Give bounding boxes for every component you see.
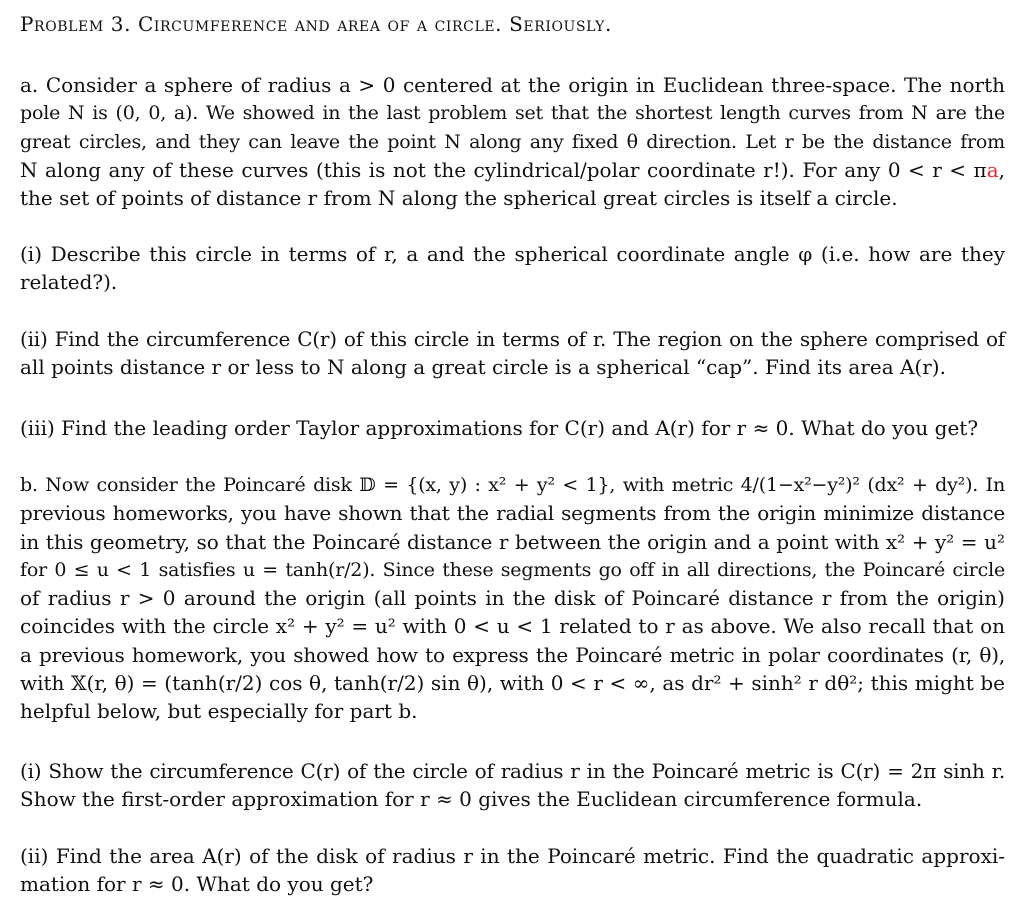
part-a-ii-line-2: all points distance r or less to N along a great circle is a spherical “cap”. Find its area A(r). [20, 355, 946, 380]
part-a-i-line-2: related?). [20, 270, 118, 295]
part-a-line-1: a. Consider a sphere of radius a > 0 centered at the origin in Euclidean three-space. The north [20, 73, 1005, 97]
part-b-i-line-2: Show the first-order approximation for r ≈ 0 gives the Euclidean circumference formula. [20, 787, 923, 812]
part-a-line-3: great circles, and they can leave the point N along any fixed θ direction. Let r be the distance from [20, 130, 1005, 153]
part-b-line-4: for 0 ≤ u < 1 satisfies u = tanh(r/2). Since these segments go off in all directions, the Poincaré circle [20, 558, 1005, 581]
part-b-line-8: with 𝕏(r, θ) = (tanh(r/2) cos θ, tanh(r/2) sin θ), with 0 < r < ∞, as dr² + sinh² r dθ²; this might be [20, 671, 1005, 696]
part-b-line-2: previous homeworks, you have shown that the radial segments from the origin minimize distance [20, 501, 1005, 526]
part-b-i-line-1: (i) Show the circumference C(r) of the circle of radius r in the Poincaré metric is C(r) = 2π sinh r. [20, 759, 1005, 783]
part-a-iii-paragraph [20, 414, 1005, 442]
problem-title: Problem 3. Circumference and area of a circle. Seriously. [20, 12, 612, 36]
part-a-line-5: the set of points of distance r from N along the spherical great circles is itself a circle. [20, 186, 898, 211]
highlighted-radius-a: a [986, 157, 999, 182]
part-b-ii-paragraph [20, 842, 1005, 899]
part-b-line-1: b. Now consider the Poincaré disk 𝔻 = {(x, y) : x² + y² < 1}, with metric 4/(1−x²−y²)² (dx² + dy²). In [20, 474, 1005, 496]
part-a-line-4 [20, 156, 1005, 184]
part-b-paragraph [20, 471, 1005, 726]
part-a-ii-paragraph [20, 325, 1005, 382]
part-a-iii-line-1: (iii) Find the leading order Taylor approximations for C(r) and A(r) for r ≈ 0. What do you get? [20, 416, 979, 440]
part-b-ii-line-2: mation for r ≈ 0. What do you get? [20, 872, 374, 897]
part-a-line-4-text: N along any of these curves (this is not the cylindrical/polar coordinate r!). For any 0 < r < π [20, 157, 987, 182]
part-b-line-3: in this geometry, so that the Poincaré distance r between the origin and a point with x² + y² = u² [20, 529, 1005, 554]
part-a-i-paragraph [20, 240, 1005, 297]
part-a-line-2: pole N is (0, 0, a). We showed in the last problem set that the shortest length curves from N are the [20, 102, 1005, 125]
part-b-line-9: helpful below, but especially for part b. [20, 699, 418, 724]
part-b-line-6: coincides with the circle x² + y² = u² with 0 < u < 1 related to r as above. We also recall that on [20, 614, 1005, 639]
part-a-i-line-1: (i) Describe this circle in terms of r, a and the spherical coordinate angle φ (i.e. how are they [20, 242, 1005, 266]
part-a-line-4-tail: , [998, 157, 1005, 182]
part-b-line-5: of radius r > 0 around the origin (all points in the disk of Poincaré distance r from the origin) [20, 586, 1005, 611]
part-a-ii-line-1: (ii) Find the circumference C(r) of this circle in terms of r. The region on the sphere comprised of [20, 327, 1005, 351]
part-b-i-paragraph [20, 757, 1005, 814]
part-b-line-7: a previous homework, you showed how to express the Poincaré metric in polar coordinates (r, θ), [20, 642, 1005, 667]
part-a-paragraph [20, 71, 1005, 212]
part-b-ii-line-1: (ii) Find the area A(r) of the disk of radius r in the Poincaré metric. Find the quadratic approxi- [20, 844, 1005, 868]
